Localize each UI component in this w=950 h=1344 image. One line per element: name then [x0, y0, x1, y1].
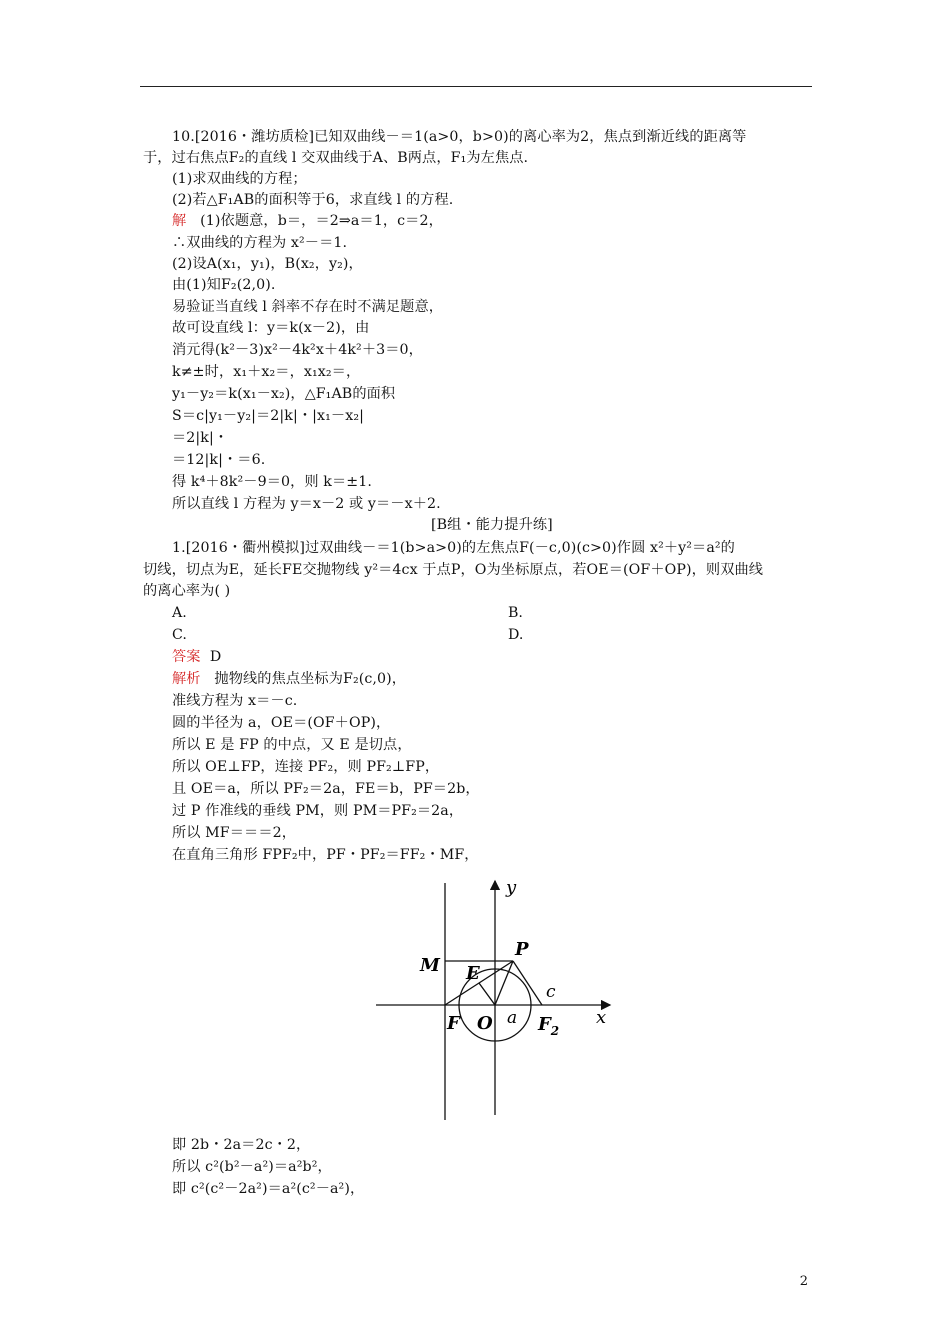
analysis-line — [172, 669, 406, 689]
p10-s13: 得 k⁴＋8k²－9＝0，则 k＝±1. — [172, 474, 373, 490]
p10-s11: ＝2|k|・ — [172, 430, 229, 446]
answer-value: D — [209, 649, 222, 665]
p10-solution-line — [172, 211, 443, 231]
p10-s12: ＝12|k|・＝6. — [172, 452, 266, 468]
p10-s10: S＝c|y₁－y₂|＝2|k|・|x₁－x₂| — [172, 408, 364, 424]
page-number: 2 — [799, 1274, 808, 1289]
label-p: P — [515, 939, 529, 960]
p10-s3: (2)设A(x₁，y₁)，B(x₂，y₂)， — [172, 256, 363, 272]
p10-s9: y₁－y₂＝k(x₁－x₂)，△F₁AB的面积 — [172, 386, 396, 402]
p1-line1: 1.[2016・衢州模拟]过双曲线－＝1(b>a>0)的左焦点F(－c,0)(c>0)作圆 x²＋y²＝a²的 — [172, 540, 735, 556]
label-y: y — [506, 877, 517, 898]
p1-line2: 切线，切点为E，延长FE交抛物线 y²＝4cx 于点P，O为坐标原点，若OE＝(OF＋OP)，则双曲线 — [143, 562, 764, 578]
p10-s5: 易验证当直线 l 斜率不存在时不满足题意， — [172, 299, 444, 315]
analysis-a1: 抛物线的焦点坐标为F₂(c,0)， — [214, 671, 407, 687]
label-f2 — [537, 1014, 559, 1038]
p1-line3: 的离心率为( ) — [143, 583, 231, 599]
analysis-a7: 过 P 作准线的垂线 PM，则 PM＝PF₂＝2a， — [172, 803, 464, 819]
p10-q2: (2)若△F₁AB的面积等于6，求直线 l 的方程. — [172, 192, 454, 208]
analysis-b1: 即 2b・2a＝2c・2， — [172, 1137, 311, 1153]
analysis-a2: 准线方程为 x＝－c. — [172, 693, 298, 709]
analysis-a8: 所以 MF＝＝＝2， — [172, 825, 297, 841]
choice-b: B. — [508, 605, 523, 621]
p10-s6: 故可设直线 l：y＝k(x－2)，由 — [172, 320, 370, 336]
p10-q1: (1)求双曲线的方程； — [172, 171, 307, 187]
analysis-b3: 即 c²(c²－2a²)＝a²(c²－a²)， — [172, 1181, 365, 1197]
header-rule — [140, 86, 812, 87]
analysis-a5: 所以 OE⊥FP，连接 PF₂，则 PF₂⊥FP， — [172, 759, 440, 775]
segment-ea — [479, 983, 495, 1005]
label-o: O — [477, 1013, 493, 1034]
p10-line2: 于，过右焦点F₂的直线 l 交双曲线于A、B两点，F₁为左焦点. — [143, 150, 529, 166]
label-a: a — [507, 1008, 518, 1028]
label-c: c — [546, 982, 556, 1002]
choice-a: A. — [172, 605, 187, 621]
p10-s4: 由(1)知F₂(2,0). — [172, 277, 276, 293]
analysis-a9: 在直角三角形 FPF₂中，PF・PF₂＝FF₂・MF， — [172, 847, 479, 863]
analysis-a6: 且 OE＝a，所以 PF₂＝2a，FE＝b，PF＝2b， — [172, 781, 480, 797]
p10-s8: k≠±时，x₁＋x₂＝，x₁x₂＝， — [172, 364, 361, 380]
analysis-a3: 圆的半径为 a，OE＝(OF＋OP)， — [172, 715, 391, 731]
label-e: E — [466, 963, 480, 984]
section-header: [B组・能力提升练] — [431, 517, 553, 533]
answer-label: 答案 — [172, 649, 201, 665]
p10-s7: 消元得(k²－3)x²－4k²x＋4k²＋3＝0， — [172, 342, 423, 358]
p10-s1: (1)依题意，b＝，＝2⇒a＝1，c＝2， — [200, 213, 443, 229]
solution-label: 解 — [172, 213, 187, 229]
label-f: F — [447, 1013, 460, 1034]
choice-d: D. — [508, 627, 524, 643]
analysis-b2: 所以 c²(b²－a²)＝a²b²， — [172, 1159, 332, 1175]
label-f2-main: F — [538, 1014, 551, 1035]
segment-op — [495, 961, 513, 1005]
geometry-figure — [370, 875, 630, 1125]
p10-line1: 10.[2016・潍坊质检]已知双曲线－＝1(a>0，b>0)的离心率为2，焦点到渐近线的距离等 — [172, 129, 747, 145]
p10-s14: 所以直线 l 方程为 y＝x－2 或 y＝－x＋2. — [172, 496, 441, 512]
p10-s2: ∴双曲线的方程为 x²－＝1. — [172, 235, 348, 251]
label-f2-sub: 2 — [550, 1024, 560, 1038]
analysis-label: 解析 — [172, 671, 201, 687]
choice-c: C. — [172, 627, 187, 643]
answer-line — [172, 647, 221, 667]
label-x: x — [596, 1007, 607, 1028]
label-m: M — [420, 955, 440, 976]
analysis-a4: 所以 E 是 FP 的中点，又 E 是切点， — [172, 737, 412, 753]
segment-pf2 — [513, 961, 542, 1005]
